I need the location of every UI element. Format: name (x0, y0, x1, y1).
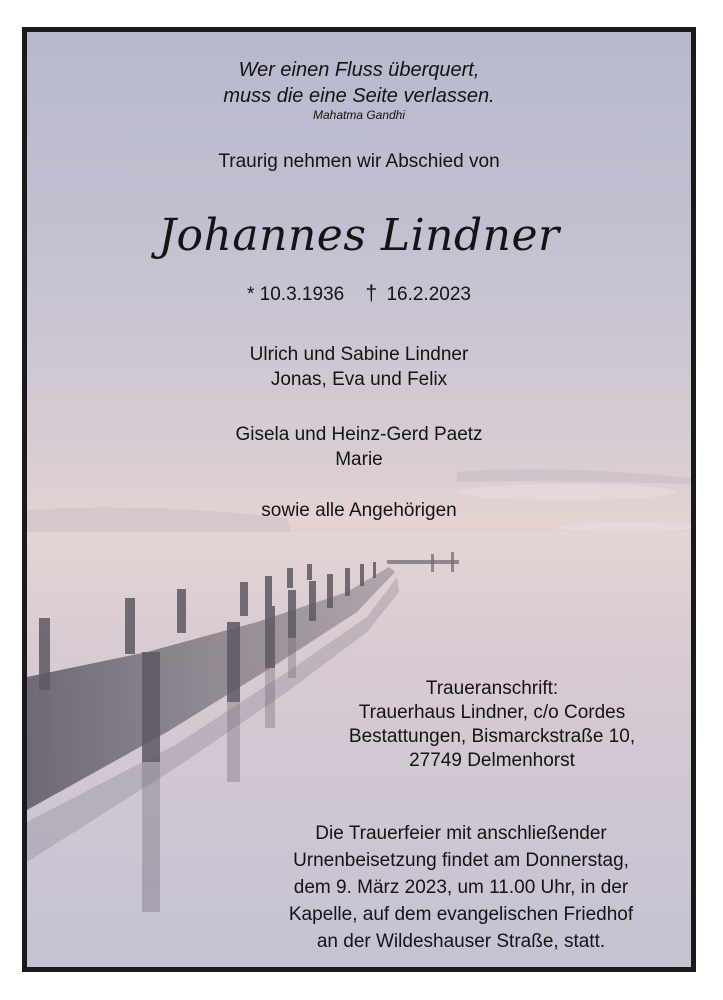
quote-line-1: Wer einen Fluss überquert, (238, 59, 480, 81)
mourners-line: Gisela und Heinz-Gerd Paetz (235, 424, 483, 445)
quote-author: Mahatma Gandhi (312, 108, 406, 122)
cross-icon: † (365, 282, 378, 305)
mourners-line: Jonas, Eva und Felix (270, 369, 448, 390)
death-date: 16.2.2023 (386, 284, 471, 305)
mourners-group-2 (27, 422, 691, 472)
mourners-group-1 (27, 342, 691, 392)
quote (27, 57, 691, 109)
life-dates (27, 282, 691, 306)
mourners-others: sowie alle Angehörigen (261, 500, 457, 521)
ceremony-line: dem 9. März 2023, um 11.00 Uhr, in der (293, 877, 629, 898)
quote-line-2: muss die eine Seite verlassen. (223, 85, 495, 107)
funeral-ceremony-notice (241, 820, 681, 955)
intro-text: Traurig nehmen wir Abschied von (218, 151, 500, 172)
ceremony-line: an der Wildeshauser Straße, statt. (316, 931, 606, 952)
ceremony-line: Kapelle, auf dem evangelischen Friedhof (288, 904, 634, 925)
deceased-name: Johannes Lindner (158, 210, 560, 261)
mourners-line: Ulrich und Sabine Lindner (249, 344, 469, 365)
birth-date: * 10.3.1936 (247, 284, 345, 305)
ceremony-line: Die Trauerfeier mit anschließender (315, 823, 607, 844)
address-line: 27749 Delmenhorst (409, 750, 575, 771)
mourning-address (297, 677, 687, 773)
obituary-frame (22, 27, 696, 972)
ceremony-line: Urnenbeisetzung findet am Donnerstag, (293, 850, 629, 871)
address-line: Trauerhaus Lindner, c/o Cordes (358, 702, 626, 723)
address-heading: Traueranschrift: (425, 678, 559, 699)
mourners-line: Marie (335, 449, 383, 470)
address-line: Bestattungen, Bismarckstraße 10, (348, 726, 636, 747)
